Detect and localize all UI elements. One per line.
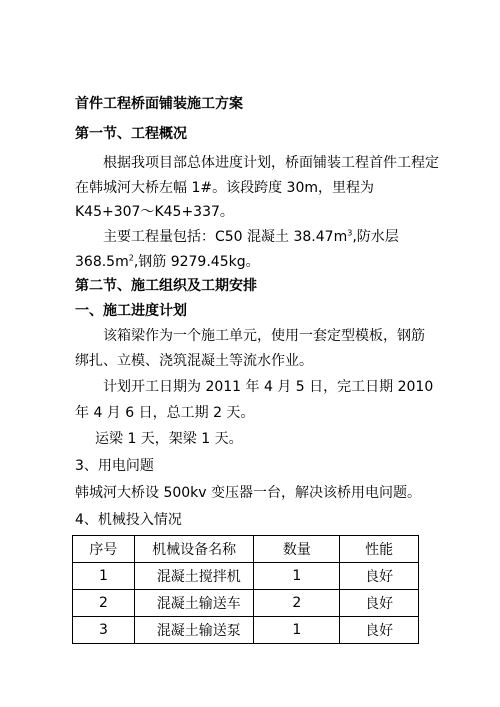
table-row (73, 563, 419, 590)
table-cell: 良好 (340, 563, 419, 590)
quantities-text: ,防水层 (352, 229, 399, 245)
quantities-line-1 (103, 228, 399, 246)
quantities-text: 368.5m (75, 254, 129, 270)
table-cell: 良好 (340, 617, 419, 644)
paragraph-line: K45+307～K45+337。 (75, 204, 234, 220)
section2-heading: 第二节、施工组织及工期安排 (75, 278, 257, 294)
table-cell: 混凝土搅拌机 (134, 563, 254, 590)
table-cell: 1 (254, 563, 340, 590)
quantities-text: ,钢筋 9279.45kg。 (133, 254, 260, 270)
table-row (73, 617, 419, 644)
table-cell: 良好 (340, 590, 419, 617)
paragraph-line: 该箱梁作为一个施工单元，使用一套定型模板，钢筋 (103, 328, 425, 344)
document-title: 首件工程桥面铺装施工方案 (75, 96, 243, 112)
paragraph-line: 韩城河大桥设 500kv 变压器一台，解决该桥用电问题。 (75, 485, 422, 501)
table-row (73, 590, 419, 617)
column-header: 机械设备名称 (134, 536, 254, 563)
subsection1-heading: 一、施工进度计划 (75, 303, 187, 319)
paragraph-line: 运梁 1 天，架梁 1 天。 (95, 431, 243, 447)
cubic-superscript: 3 (347, 228, 353, 238)
paragraph-line: 在韩城河大桥左幅 1#。该段跨度 30m，里程为 (75, 180, 374, 196)
paragraph-line: 绑扎、立模、浇筑混凝土等流水作业。 (75, 353, 313, 369)
machinery-table (72, 535, 419, 644)
column-header: 数量 (254, 536, 340, 563)
square-superscript: 2 (128, 253, 134, 263)
table-cell: 1 (73, 563, 135, 590)
table-cell: 2 (73, 590, 135, 617)
quantities-text: 主要工程量包括：C50 混凝土 38.47m (103, 229, 348, 245)
column-header: 性能 (340, 536, 419, 563)
table-cell: 3 (73, 617, 135, 644)
quantities-line-2 (75, 253, 260, 271)
paragraph-line: 计划开工日期为 2011 年 4 月 5 日，完工日期 2010 (103, 379, 434, 395)
table-cell: 混凝土输送泵 (134, 617, 254, 644)
table-cell: 1 (254, 617, 340, 644)
table-cell: 2 (254, 590, 340, 617)
table-header-row (73, 536, 419, 563)
section1-heading: 第一节、工程概况 (75, 126, 187, 142)
table-cell: 混凝土输送车 (134, 590, 254, 617)
subsection3-heading: 3、用电问题 (75, 458, 154, 474)
paragraph-line: 年 4 月 6 日，总工期 2 天。 (75, 405, 255, 421)
column-header: 序号 (73, 536, 135, 563)
subsection4-heading: 4、机械投入情况 (75, 512, 182, 528)
paragraph-line: 根据我项目部总体进度计划，桥面铺装工程首件工程定 (103, 155, 439, 171)
